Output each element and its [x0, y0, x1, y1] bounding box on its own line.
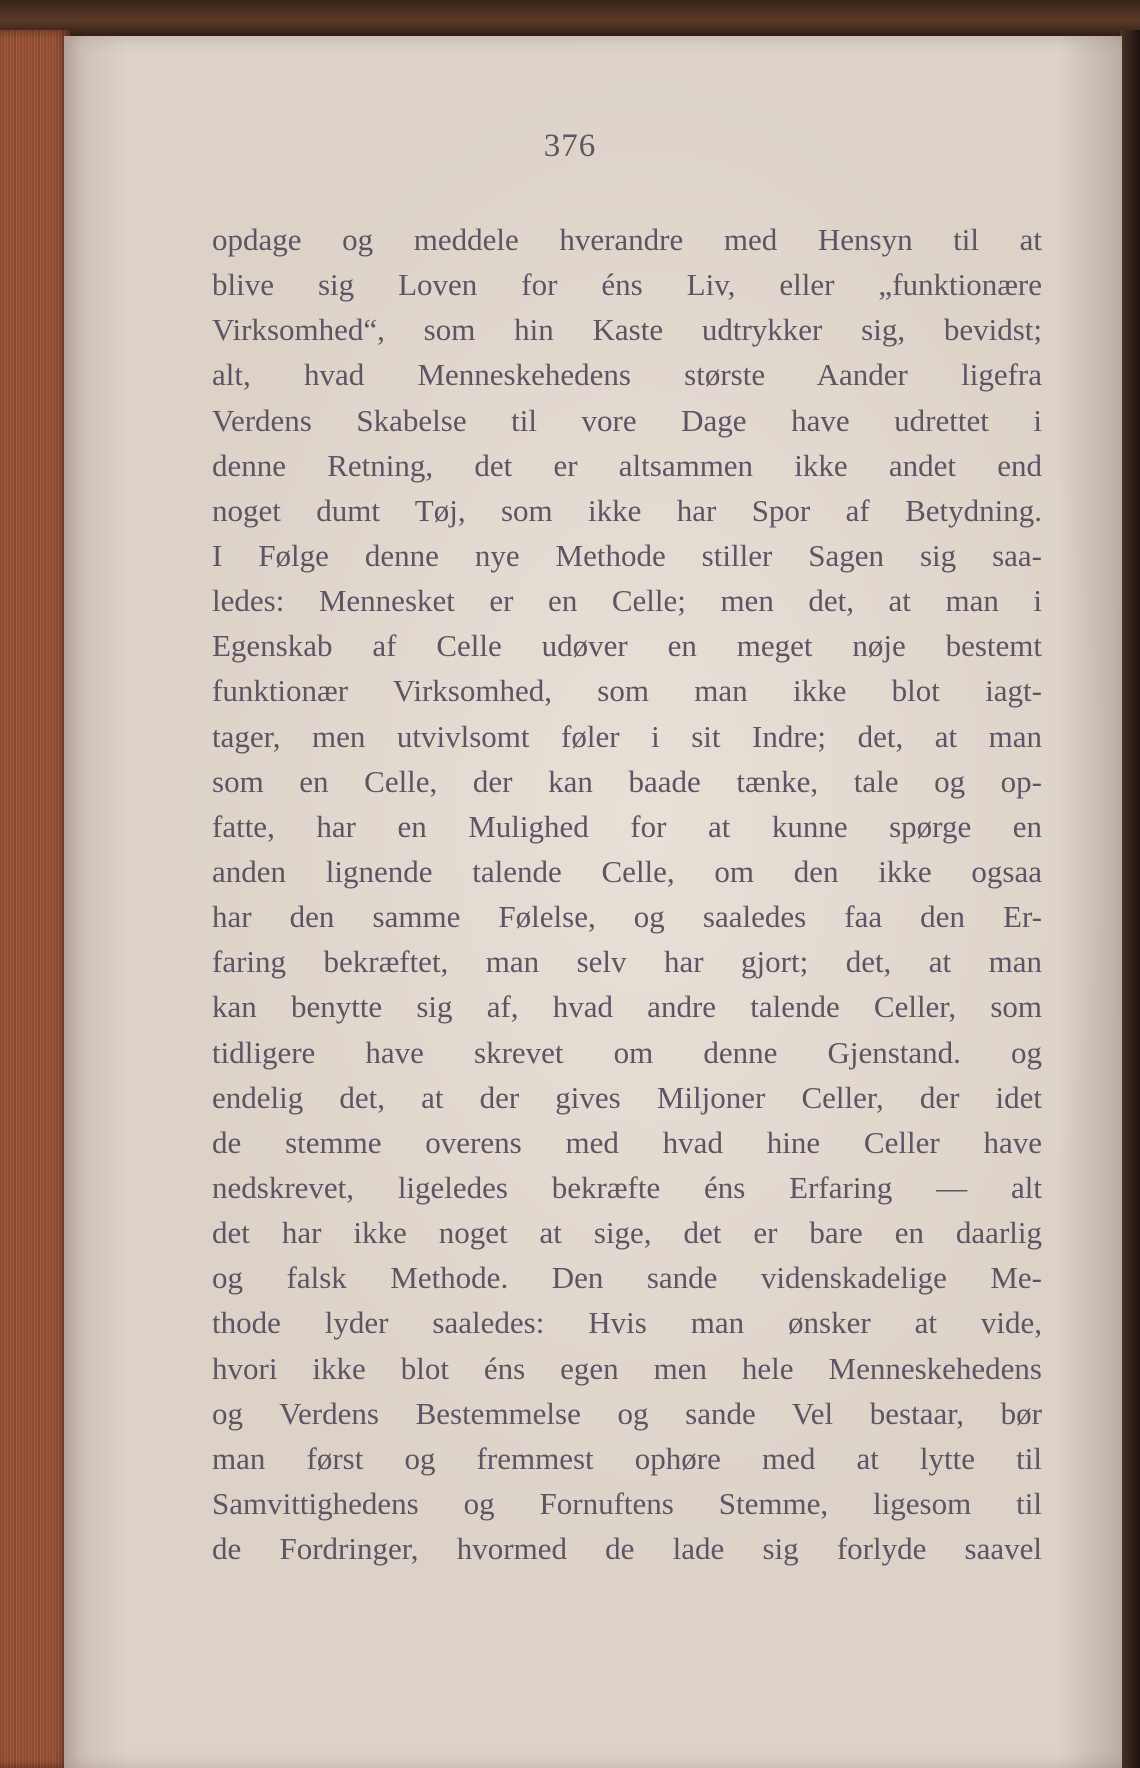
text-line: ledes: Mennesket er en Celle; men det, at man i — [212, 583, 1042, 619]
text-line: og Verdens Bestemmelse og sande Vel bestaar, bør — [212, 1395, 1042, 1431]
text-line: har den samme Følelse, og saaledes faa den Er- — [212, 899, 1042, 935]
text-line: noget dumt Tøj, som ikke har Spor af Betydning. — [212, 492, 1042, 528]
text-line: denne Retning, det er altsammen ikke andet end — [212, 447, 1042, 483]
text-line: faring bekræftet, man selv har gjort; det, at man — [212, 944, 1042, 980]
text-line: fatte, har en Mulighed for at kunne spørge en — [212, 808, 1042, 844]
book-page-edges — [0, 30, 70, 1768]
text-line: man først og fremmest ophøre med at lytte til — [212, 1440, 1042, 1476]
text-line: funktionær Virksomhed, som man ikke blot iagt- — [212, 673, 1042, 709]
text-line: tager, men utvivlsomt føler i sit Indre; det, at man — [212, 718, 1042, 754]
text-line: Virksomhed“, som hin Kaste udtrykker sig, bevidst; — [212, 312, 1042, 348]
text-line: endelig det, at der gives Miljoner Celler, der idet — [212, 1079, 1042, 1115]
text-line: tidligere have skrevet om denne Gjenstand. og — [212, 1034, 1042, 1070]
body-text — [212, 217, 1042, 1571]
text-line: som en Celle, der kan baade tænke, tale og op- — [212, 763, 1042, 799]
text-line: alt, hvad Menneskehedens største Aander ligefra — [212, 357, 1042, 393]
text-line: opdage og meddele hverandre med Hensyn til at — [212, 222, 1042, 257]
text-line: de Fordringer, hvormed de lade sig forlyde saavel — [212, 1531, 1042, 1567]
text-line: kan benytte sig af, hvad andre talende Celler, som — [212, 989, 1042, 1025]
text-line: det har ikke noget at sige, det er bare en daarlig — [212, 1215, 1042, 1251]
book-right-edge — [1120, 30, 1140, 1768]
text-line: nedskrevet, ligeledes bekræfte éns Erfaring — alt — [212, 1169, 1042, 1205]
book-binding-top — [0, 0, 1140, 38]
text-line: blive sig Loven for éns Liv, eller „funktionære — [212, 267, 1042, 303]
text-line: I Følge denne nye Methode stiller Sagen sig saa- — [212, 537, 1042, 573]
text-line: hvori ikke blot éns egen men hele Menneskehedens — [212, 1350, 1042, 1386]
text-line: Samvittighedens og Fornuftens Stemme, ligesom til — [212, 1485, 1042, 1521]
text-line: Egenskab af Celle udøver en meget nøje bestemt — [212, 628, 1042, 664]
page-number: 376 — [543, 128, 597, 164]
text-line: anden lignende talende Celle, om den ikke ogsaa — [212, 853, 1042, 889]
text-line: de stemme overens med hvad hine Celler have — [212, 1124, 1042, 1160]
text-line: thode lyder saaledes: Hvis man ønsker at vide, — [212, 1305, 1042, 1341]
text-line: og falsk Methode. Den sande videnskadelige Me- — [212, 1260, 1042, 1296]
text-line: Verdens Skabelse til vore Dage have udrettet i — [212, 402, 1042, 438]
